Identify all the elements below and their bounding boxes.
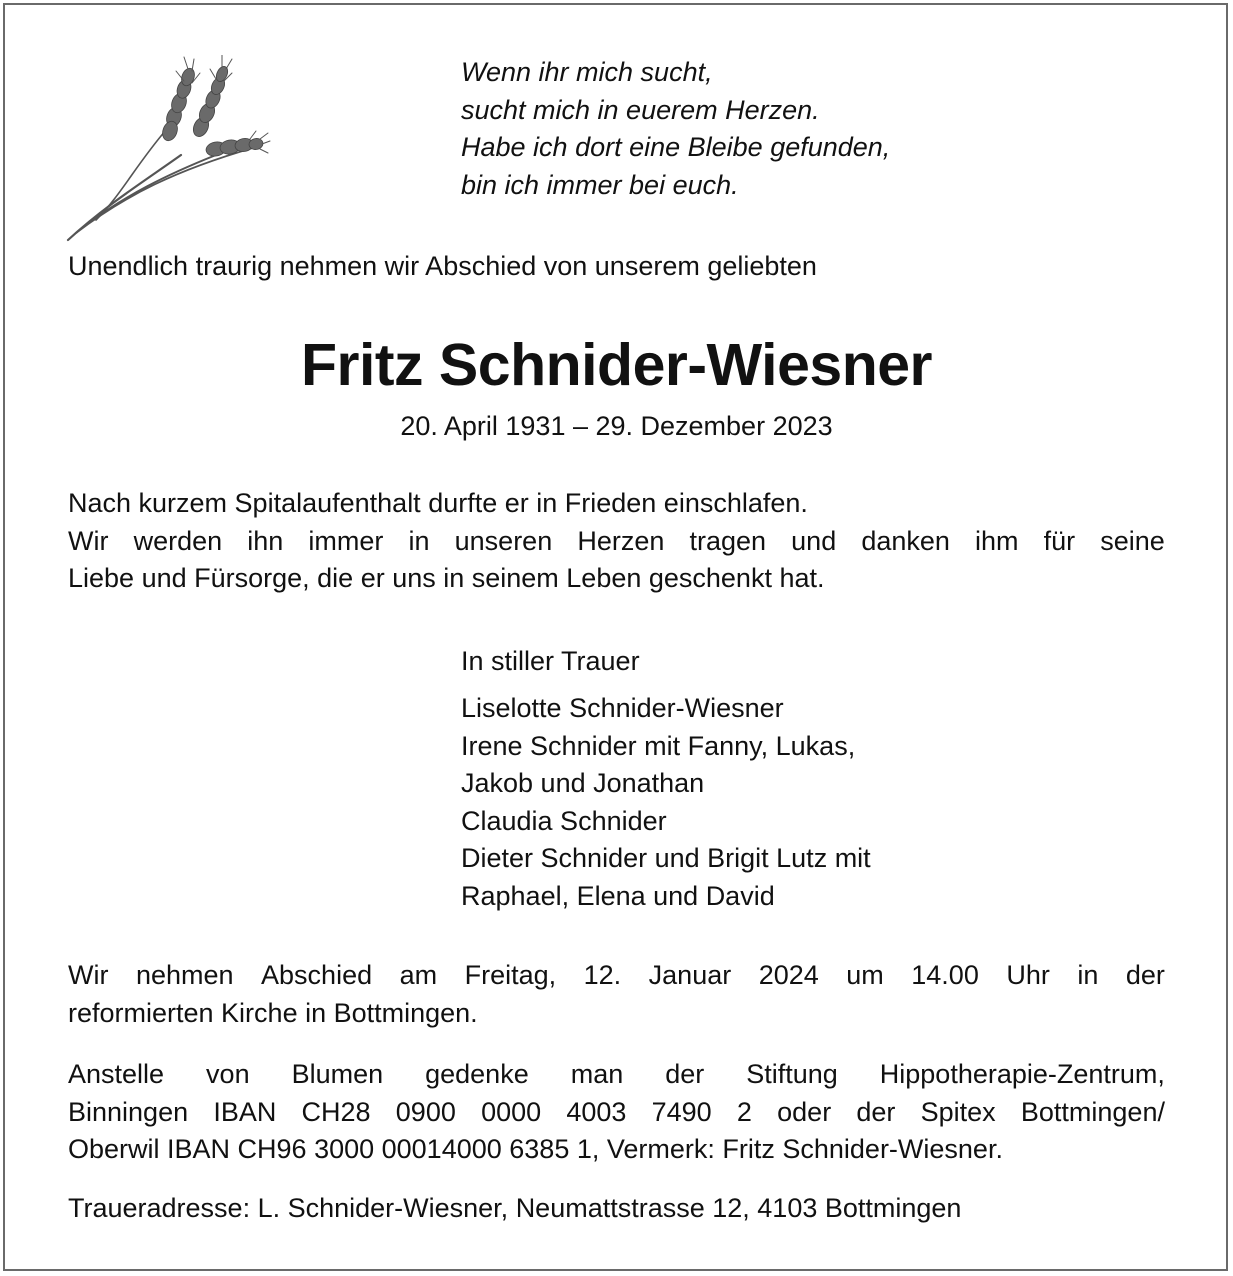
word: 2024: [758, 960, 819, 990]
word: Januar: [648, 960, 732, 990]
word: CH28: [301, 1096, 371, 1127]
family-member: Jakob und Jonathan: [461, 768, 705, 798]
word: Anstelle: [68, 1059, 165, 1089]
word: IBAN: [213, 1096, 277, 1127]
intro-text: Unendlich traurig nehmen wir Abschied von unserem geliebten: [68, 251, 817, 281]
word: der: [856, 1096, 896, 1127]
word: am: [399, 960, 438, 990]
wheat-ears-icon: [66, 55, 271, 245]
life-dates: 20. April 1931 – 29. Dezember 2023: [400, 411, 833, 441]
poem: [461, 54, 890, 204]
word: Herzen: [577, 525, 665, 556]
word: Binningen: [68, 1096, 189, 1127]
family-member: Claudia Schnider: [461, 805, 667, 836]
address-paragraph: [68, 1190, 1165, 1228]
word: von: [206, 1059, 250, 1089]
word: immer: [308, 525, 384, 556]
word: man: [570, 1059, 624, 1089]
message-line: Nach kurzem Spitalaufenthalt durfte er in Frieden einschlafen.: [68, 488, 808, 518]
word: 2: [736, 1096, 752, 1127]
word: um: [846, 960, 884, 990]
service-line: reformierten Kirche in Bottmingen.: [68, 997, 478, 1028]
word: danken: [861, 525, 950, 556]
word: 0000: [481, 1096, 542, 1127]
message-line: Liebe und Fürsorge, die er uns in seinem Leben geschenkt hat.: [68, 563, 825, 593]
donation-paragraph: [68, 1056, 1165, 1169]
poem-line: sucht mich in euerem Herzen.: [461, 94, 820, 125]
message-paragraph: [68, 485, 1165, 598]
word: unseren: [454, 525, 553, 556]
word: 4003: [566, 1096, 627, 1127]
word: 0900: [395, 1096, 456, 1127]
word: für: [1043, 525, 1076, 556]
word: gedenke: [425, 1059, 529, 1089]
word: seine: [1100, 525, 1165, 556]
word: in: [408, 525, 430, 556]
donation-line-justified: [68, 1094, 1165, 1132]
poem-line: Habe ich dort eine Bleibe gefunden,: [461, 132, 891, 162]
poem-line: bin ich immer bei euch.: [461, 169, 739, 200]
family-member: Irene Schnider mit Fanny, Lukas,: [461, 730, 856, 761]
word: der: [1125, 960, 1165, 990]
word: Wir: [68, 525, 109, 556]
message-line-justified: [68, 523, 1165, 561]
word: Stiftung: [746, 1059, 838, 1089]
word: ihn: [247, 525, 284, 556]
word: nehmen: [135, 960, 234, 990]
word: werden: [133, 525, 223, 556]
deceased-name: Fritz Schnider-Wiesner: [300, 332, 933, 398]
word: Abschied: [261, 960, 373, 990]
word: ihm: [975, 525, 1019, 556]
word: oder: [777, 1096, 832, 1127]
mourning-address: Traueradresse: L. Schnider-Wiesner, Neumattstrasse 12, 4103 Bottmingen: [68, 1193, 962, 1223]
word: Hippotherapie-Zentrum,: [879, 1059, 1165, 1089]
word: Spitex: [920, 1096, 996, 1127]
word: 7490: [651, 1096, 712, 1127]
service-paragraph: [68, 957, 1165, 1032]
service-line-justified: [68, 957, 1165, 995]
word: und: [791, 525, 837, 556]
donation-line: Oberwil IBAN CH96 3000 00014000 6385 1, Vermerk: Fritz Schnider-Wiesner.: [68, 1134, 1003, 1164]
family-member: Dieter Schnider und Brigit Lutz mit: [461, 843, 871, 873]
word: 14.00: [911, 960, 979, 990]
word: Wir: [68, 960, 109, 990]
word: Bottmingen/: [1020, 1096, 1165, 1127]
word: Uhr: [1006, 960, 1050, 990]
family-member: Liselotte Schnider-Wiesner: [461, 693, 784, 723]
word: der: [665, 1059, 705, 1089]
word: tragen: [689, 525, 767, 556]
word: in: [1077, 960, 1099, 990]
family-list: [461, 690, 871, 915]
family-member: Raphael, Elena und David: [461, 880, 775, 911]
donation-line-justified: [68, 1056, 1165, 1094]
poem-line: Wenn ihr mich sucht,: [461, 57, 713, 87]
word: 12.: [583, 960, 622, 990]
word: Blumen: [291, 1059, 384, 1089]
mourning-heading: In stiller Trauer: [461, 646, 640, 676]
word: Freitag,: [464, 960, 557, 990]
